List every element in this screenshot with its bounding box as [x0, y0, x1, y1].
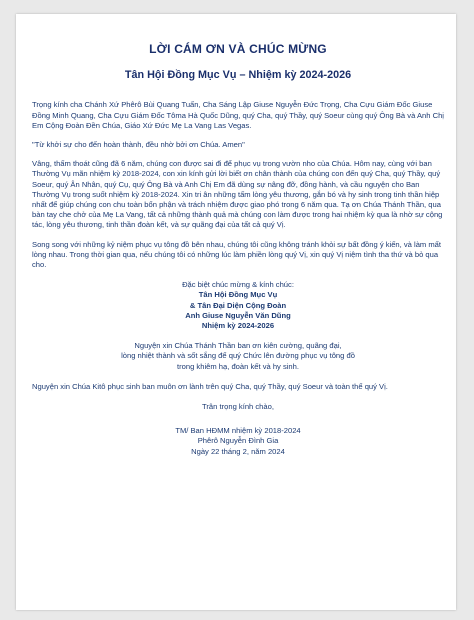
congratulations-block — [32, 280, 444, 331]
thanks-paragraph: Vâng, thấm thoát cũng đã 6 năm, chúng con được sai đi để phục vụ trong vườn nho của Chúa. Hôm nay, cùng với ban Thường Vụ mãn nhiệm kỳ 2018-2024, con xin kính gửi lời biết ơn chân thành của chúng con đến quý Cha, quý Thầy, quý Soeur, quý Ân Nhân, quý Cụ, quý Ông Bà và Anh Chị Em đã dùng sự nâng đỡ, đồng hành, và cầu nguyện cho Ban Thường Vụ trong suốt nhiệm kỳ 2018-2024. Xin tri ân những tấm lòng yêu thương, gắn bó và hy sinh trong tinh thần hiệp nhất để giúp chúng con chu toàn bổn phận và trách nhiệm được giao phó trong 6 năm qua. Tạ ơn Chúa Thánh Thần, qua bàn tay che chở của Mẹ La Vang, tất cả những thành quả mà chúng con làm được trong hai nhiệm kỳ qua là nhờ sự cộng tác, lòng yêu thương, tinh thần đoàn kết, và sự quãng đại của tất cả quý Vị. — [32, 159, 443, 230]
apology-paragraph: Song song với những kỷ niệm phục vụ tông đồ bên nhau, chúng tôi cũng không tránh khỏi sự bất đồng ý kiến, và làm mất lòng nhau. Trong thời gian qua, nếu chúng tôi có những lúc làm phiền lòng quý Vị, xin quý Vị niệm tình tha thứ và bỏ qua cho. — [32, 239, 442, 270]
greeting-paragraph: Trọng kính cha Chánh Xứ Phêrô Bùi Quang Tuấn, Cha Sáng Lập Giuse Nguyễn Đức Trọng, Cha Cựu Giám Đốc Giuse Đồng Minh Quang, Cha Cựu Giám Đốc Tôma Hà Quốc Dũng, quý Cha, quý Thầy, quý Soeur cùng quý Ông Bà và Anh Chị Em Cộng Đoàn Đền Chúa, Giáo Xứ Đức Mẹ La Vang Las Vegas. — [32, 100, 444, 130]
congratulations-intro: Đặc biệt chúc mừng & kính chúc: — [182, 280, 294, 290]
signature-line: TM/ Ban HĐMM nhiệm kỳ 2018-2024 — [175, 426, 301, 436]
honor-line: Tân Hội Đồng Mục Vụ — [198, 290, 278, 300]
signature-name: Phêrô Nguyễn Đình Gia — [197, 436, 279, 446]
letter-subtitle: Tân Hội Đồng Mục Vụ – Nhiệm kỳ 2024-2026 — [124, 69, 352, 82]
quote-line: "Từ khởi sự cho đến hoàn thành, đều nhờ bởi ơn Chúa. Amen" — [32, 140, 245, 150]
wish-line: trong khiêm hạ, đoàn kết và hy sinh. — [177, 361, 299, 371]
signature-block — [32, 426, 444, 457]
wish-line: Nguyện xin Chúa Thánh Thần ban ơn kiên cường, quãng đại, — [134, 341, 342, 351]
letter-title: LỜI CÁM ƠN VÀ CHÚC MỪNG — [149, 42, 327, 56]
honor-line: & Tân Đại Diện Cộng Đoàn — [189, 300, 287, 310]
honor-line: Nhiệm kỳ 2024-2026 — [201, 321, 275, 331]
blessing-paragraph: Nguyện xin Chúa Kitô phục sinh ban muôn ơn lành trên quý Cha, quý Thầy, quý Soeur và toàn thể quý Vị. — [32, 381, 388, 391]
wish-block — [32, 341, 444, 372]
letter — [32, 34, 444, 457]
signature-date: Ngày 22 tháng 2, năm 2024 — [191, 446, 285, 456]
honor-line: Anh Giuse Nguyễn Văn Dũng — [185, 310, 291, 320]
document-page — [16, 14, 456, 610]
closing-line: Trân trọng kính chào, — [202, 402, 274, 412]
wish-line: lòng nhiệt thành và sốt sắng để quý Chức lên đường phục vụ tông đồ — [121, 351, 355, 361]
